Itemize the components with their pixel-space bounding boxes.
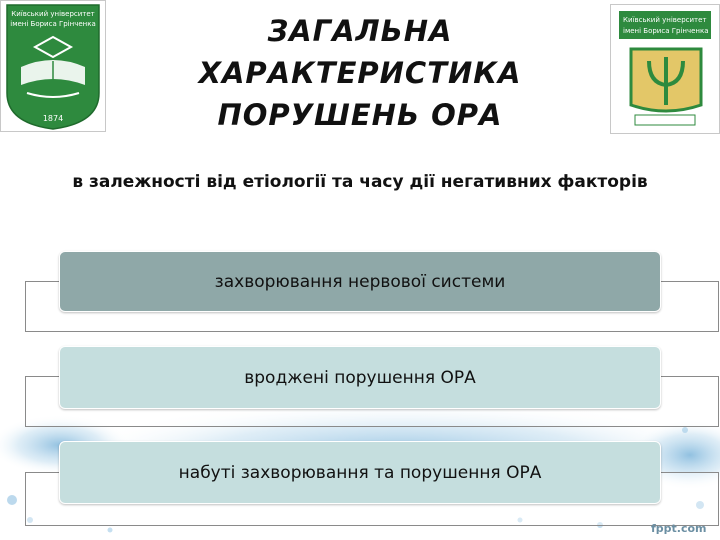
slide-title: ЗАГАЛЬНА ХАРАКТЕРИСТИКА ПОРУШЕНЬ ОРА [198, 14, 522, 132]
university-logo-left [0, 0, 106, 132]
slide-subtitle: в залежності від етіології та часу дії негативних факторів [72, 172, 648, 192]
category-label: набуті захворювання та порушення ОРА [178, 462, 542, 483]
logo-left-year: 1874 [42, 114, 64, 123]
watermark: fppt.com [651, 522, 707, 535]
logo-left-text-2: імені Бориса Грінченка [10, 20, 96, 28]
logo-right-text-1: Київський університет [623, 16, 707, 24]
category-nervous-system-diseases [59, 251, 661, 312]
category-congenital-disorders [59, 346, 661, 409]
category-label: захворювання нервової системи [214, 271, 506, 292]
university-logo-right [610, 4, 720, 134]
logo-right-text-2: імені Бориса Грінченка [623, 27, 709, 35]
category-label: вроджені порушення ОРА [244, 367, 476, 388]
logo-left-text-1: Київський університет [11, 10, 95, 18]
category-acquired-disorders [59, 441, 661, 504]
